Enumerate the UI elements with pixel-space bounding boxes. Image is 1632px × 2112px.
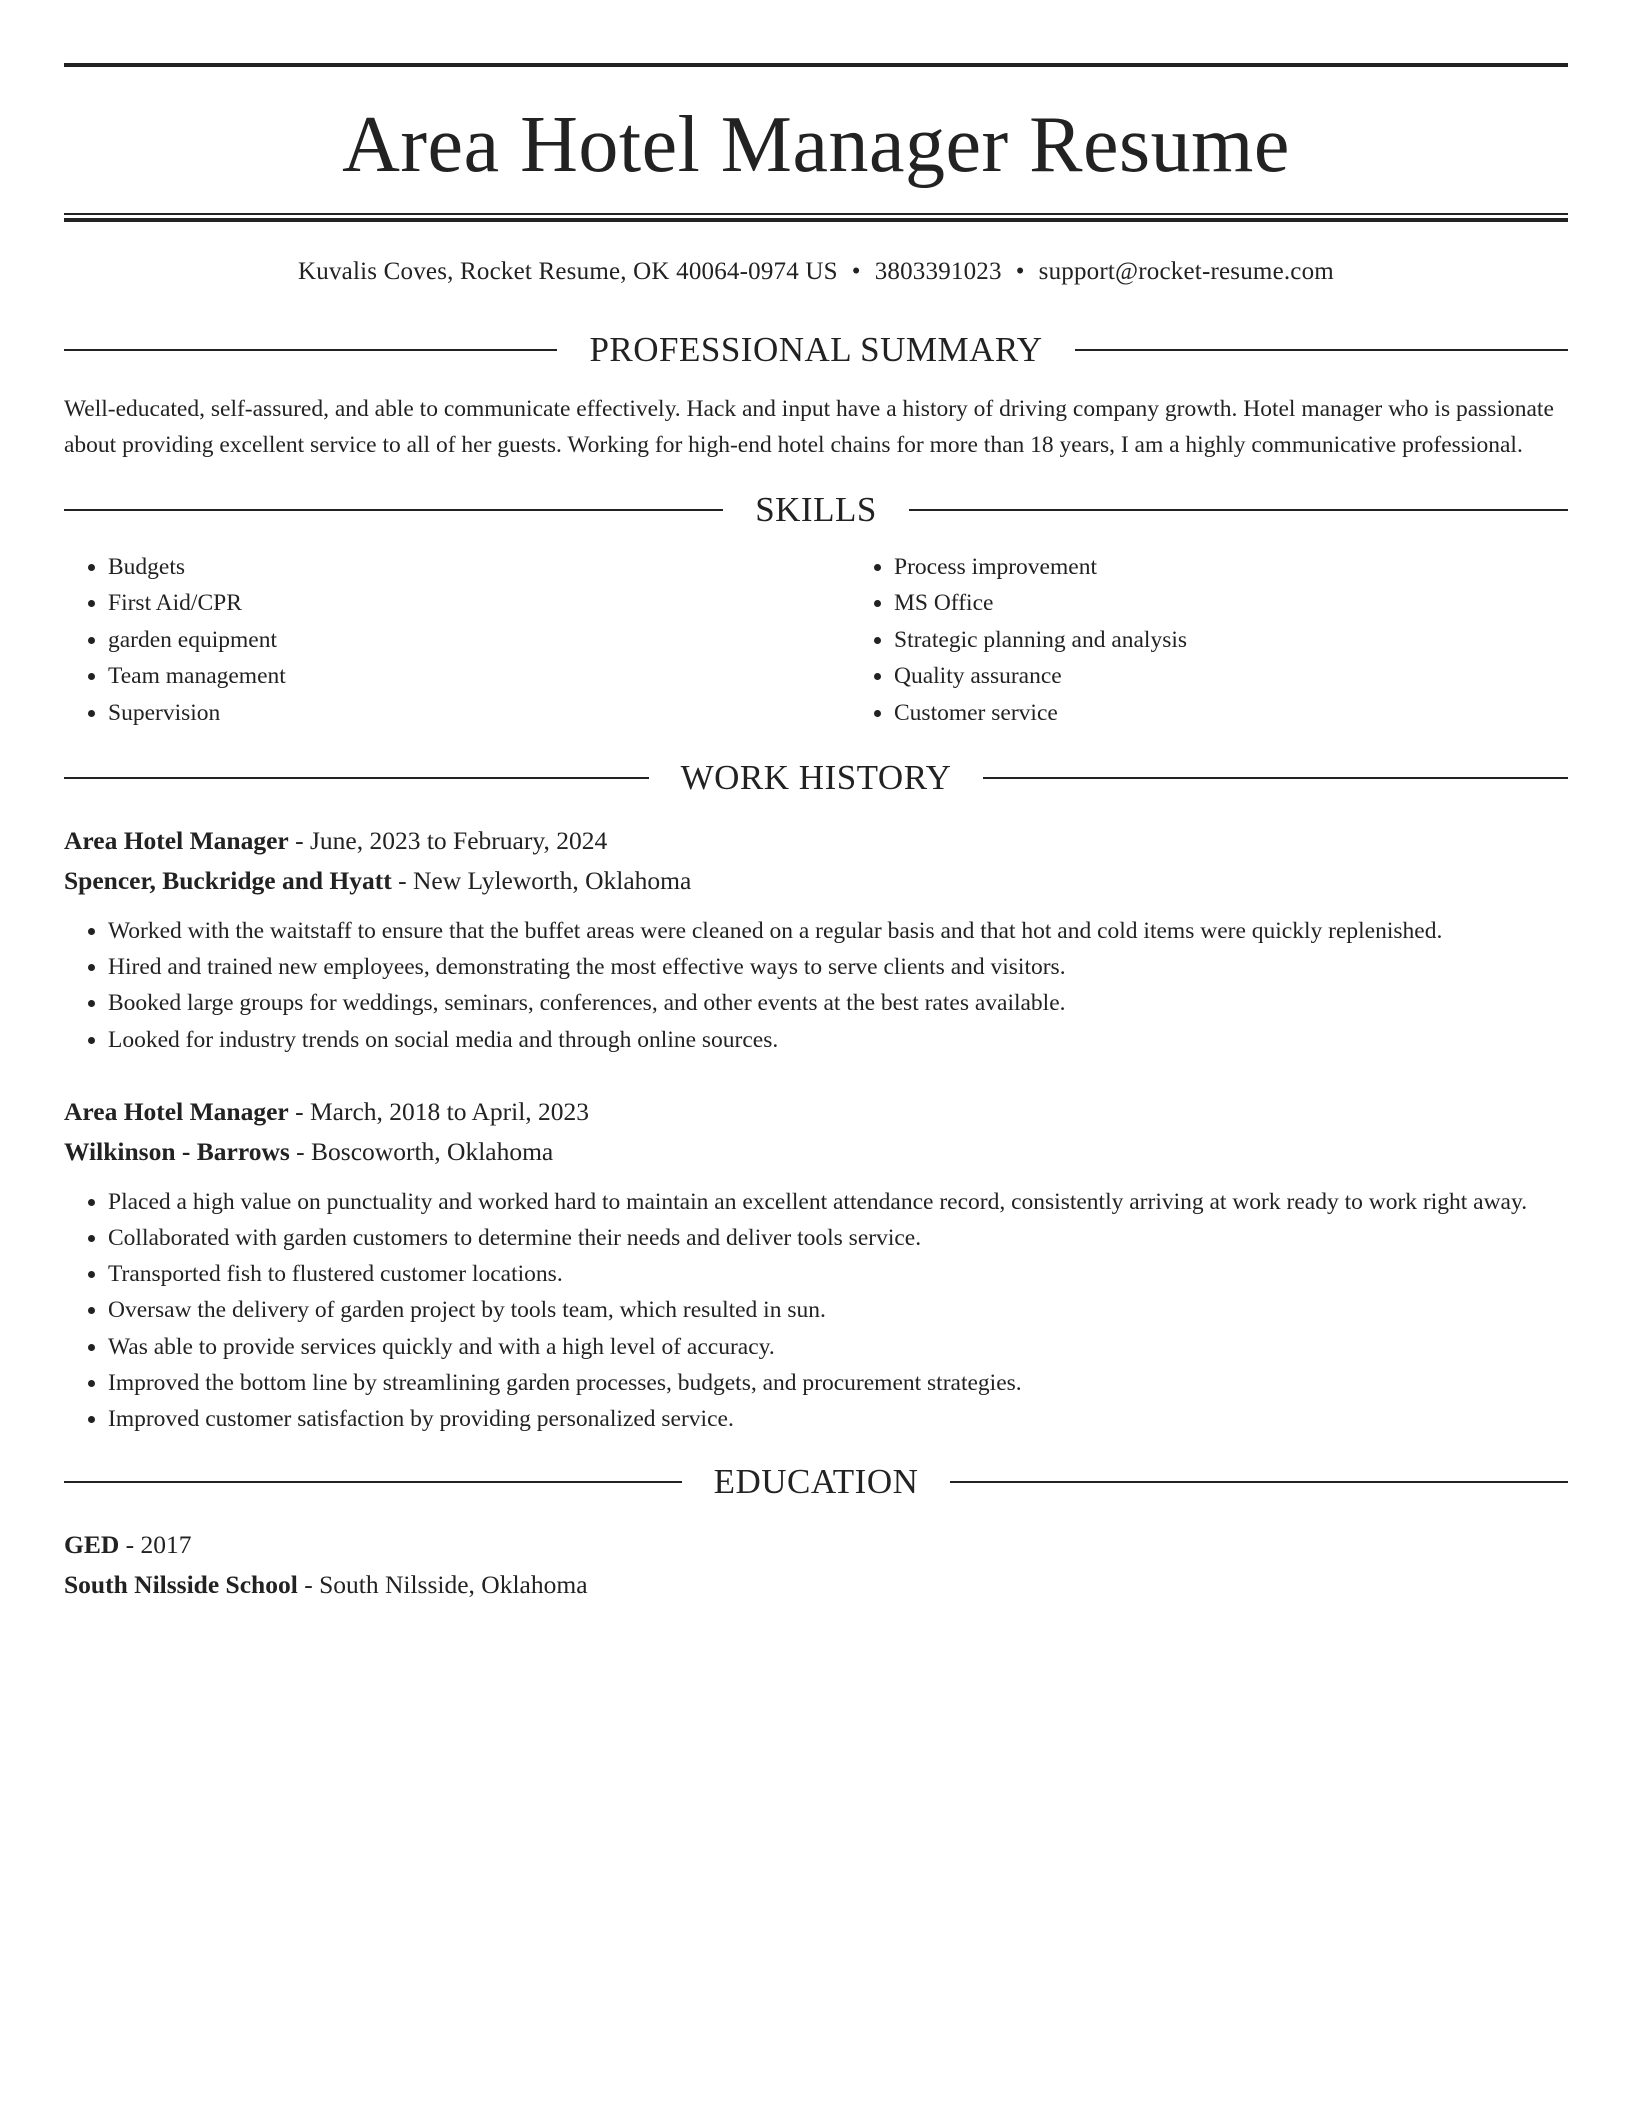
heading-rule <box>1075 349 1568 351</box>
job-entry <box>64 1092 1568 1437</box>
duty-item: • Hired and trained new employees, demonstrating the most effective ways to serve clients and visitors. <box>108 949 1568 985</box>
top-rule <box>64 63 1568 67</box>
work-history-list <box>64 821 1568 1437</box>
job-duties <box>64 913 1568 1058</box>
summary-text: Well-educated, self-assured, and able to communicate effectively. Hack and input have a history of driving company growth. Hotel manager who is passionate about providing excellent service to all of her guests. Working for high-end hotel chains for more than 18 years, I am a highly communicative professional. <box>64 396 1554 458</box>
skill-item: • Customer service <box>894 695 1568 731</box>
section-heading-summary <box>64 329 1568 371</box>
job-duties <box>64 1184 1568 1437</box>
section-title: WORK HISTORY <box>680 758 952 798</box>
resume-page <box>64 63 1568 1605</box>
page-title: Area Hotel Manager Resume <box>342 101 1290 189</box>
skills-list <box>64 549 1568 731</box>
job-title-line: Area Hotel Manager - June, 2023 to February, 2024 <box>64 826 608 856</box>
duty-item: • Transported fish to flustered customer locations. <box>108 1256 1568 1292</box>
title-double-rule <box>64 213 1568 222</box>
heading-rule <box>909 509 1568 511</box>
contact-phone: 3803391023 <box>874 258 1002 285</box>
education-degree-line: GED - 2017 <box>64 1530 192 1560</box>
heading-rule <box>64 509 723 511</box>
school-location: South Nilsside, Oklahoma <box>319 1570 588 1600</box>
contact-address: Kuvalis Coves, Rocket Resume, OK 40064-0974 US <box>298 258 838 285</box>
job-title: Area Hotel Manager <box>64 826 289 856</box>
company-name: Wilkinson - Barrows <box>64 1136 290 1166</box>
duty-item: • Booked large groups for weddings, seminars, conferences, and other events at the best rates available. <box>108 985 1568 1021</box>
duty-item: • Was able to provide services quickly and with a high level of accuracy. <box>108 1329 1568 1365</box>
education-school-line: South Nilsside School - South Nilsside, Oklahoma <box>64 1570 588 1600</box>
section-title: PROFESSIONAL SUMMARY <box>589 330 1043 369</box>
skills-column-left <box>64 549 850 731</box>
company-location: Boscoworth, Oklahoma <box>311 1136 554 1166</box>
skill-item: • Process improvement <box>894 549 1568 585</box>
section-heading-education <box>64 1461 1568 1503</box>
skills-column-right <box>850 549 1568 731</box>
graduation-year: 2017 <box>140 1530 192 1560</box>
skill-item: • garden equipment <box>108 622 850 658</box>
duty-item: • Improved the bottom line by streamlining garden processes, budgets, and procurement strategies. <box>108 1365 1568 1401</box>
job-title-line: Area Hotel Manager - March, 2018 to April, 2023 <box>64 1096 590 1126</box>
job-entry <box>64 821 1568 1058</box>
duty-item: • Placed a high value on punctuality and worked hard to maintain an excellent attendance record, consistently arriving at work ready to work right away. <box>108 1184 1568 1220</box>
skill-item: • Team management <box>108 658 850 694</box>
degree: GED <box>64 1530 120 1560</box>
heading-rule <box>983 777 1568 779</box>
skill-item: • Supervision <box>108 695 850 731</box>
contact-separator: • <box>1015 258 1025 285</box>
duty-item: • Worked with the waitstaff to ensure that the buffet areas were cleaned on a regular basis and that hot and cold items were quickly replenished. <box>108 913 1568 949</box>
contact-line <box>64 255 1568 289</box>
heading-rule <box>64 1481 682 1483</box>
section-heading-skills <box>64 489 1568 531</box>
skill-item: • Strategic planning and analysis <box>894 622 1568 658</box>
skill-item: • Quality assurance <box>894 658 1568 694</box>
job-dates: June, 2023 to February, 2024 <box>309 826 608 856</box>
skill-item: • Budgets <box>108 549 850 585</box>
contact-separator: • <box>851 258 861 285</box>
skill-item: • MS Office <box>894 585 1568 621</box>
section-title: SKILLS <box>755 490 877 529</box>
company-name: Spencer, Buckridge and Hyatt <box>64 866 392 896</box>
job-company-line: Wilkinson - Barrows - Boscoworth, Oklahoma <box>64 1136 554 1166</box>
heading-rule <box>64 349 557 351</box>
duty-item: • Improved customer satisfaction by providing personalized service. <box>108 1401 1568 1437</box>
job-title: Area Hotel Manager <box>64 1096 289 1126</box>
heading-rule <box>950 1481 1568 1483</box>
job-company-line: Spencer, Buckridge and Hyatt - New Lyleworth, Oklahoma <box>64 866 692 896</box>
skill-item: • First Aid/CPR <box>108 585 850 621</box>
education-entry <box>64 1525 1568 1605</box>
heading-rule <box>64 777 649 779</box>
duty-item: • Looked for industry trends on social media and through online sources. <box>108 1022 1568 1058</box>
duty-item: • Collaborated with garden customers to determine their needs and deliver tools service. <box>108 1220 1568 1256</box>
job-dates: March, 2018 to April, 2023 <box>309 1096 590 1126</box>
duty-item: • Oversaw the delivery of garden project by tools team, which resulted in sun. <box>108 1292 1568 1328</box>
school-name: South Nilsside School <box>64 1570 298 1600</box>
section-title: EDUCATION <box>713 1462 919 1502</box>
contact-email: support@rocket-resume.com <box>1038 258 1334 285</box>
section-heading-work-history <box>64 757 1568 799</box>
company-location: New Lyleworth, Oklahoma <box>413 866 692 896</box>
